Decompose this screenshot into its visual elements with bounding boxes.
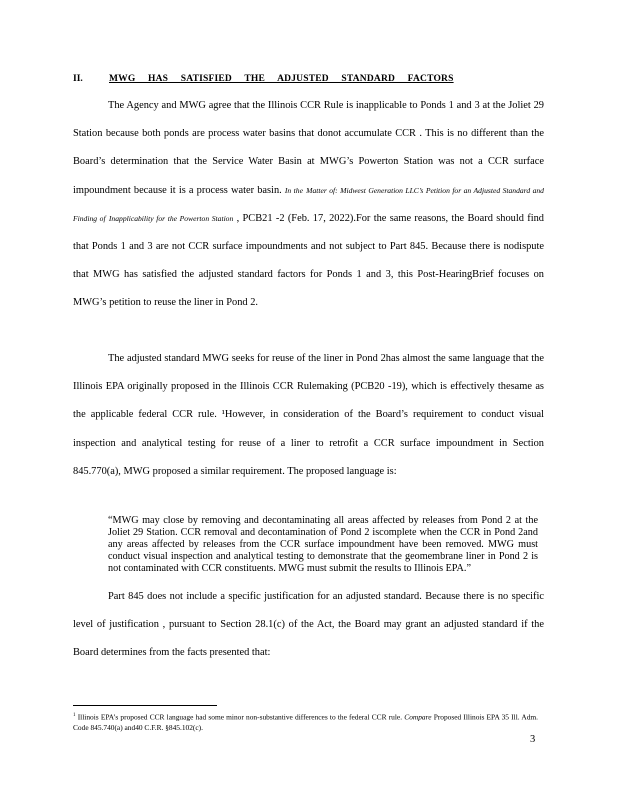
case-name: Matter of: Midwest Generation LLC’s Petition for an Adjusted Standard and Finding of <box>73 185 544 223</box>
para2-line1: The adjusted standard MWG seeks for reuse of the liner in Pond 2has almost the same <box>108 353 470 364</box>
block-quote: “MWG may close by removing and decontaminating all areas affected by releases from Pond 2 at the Joliet 29 Station. CCR removal and decontamination of Pond 2 iscomplete when the CCR in Pond 2and any areas affected by releases from the CCR surface impoundment have been removed. MWG must conduct visual inspection and analytical testing to demonstrate that the geomembrane liner in Pond 2 is not contaminated with CCR constituents. MWG must submit the results to Illinois EPA.” <box>108 515 538 575</box>
paragraph-2 <box>73 345 544 486</box>
footnote <box>73 710 538 733</box>
para2-line6: The proposed language is: <box>287 465 397 477</box>
para2-line4: the Board’s requirement to conduct visual inspection and analytical testing for reuse of a liner to <box>73 409 544 449</box>
page-number: 3 <box>530 734 536 745</box>
para1-line6b: , PCB21 -2 (Feb. 17, 2022).For the same reasons, the <box>236 212 465 224</box>
case-name-end: Inapplicability for the Powerton Station <box>108 213 234 223</box>
case-name-start: In the <box>284 185 303 195</box>
para1-line9: and 3, this Post-HearingBrief focuses on MWG’s petition to reuse the liner in Pond 2. <box>73 269 544 309</box>
para1-line2: at the Joliet 29 Station because both ponds are process water basins that donot accumulate CCR . <box>73 100 544 140</box>
footnote-line2: Proposed Illinois EPA 35 Ill. Adm. Code 845.740(a) and40 C.F.R. §845.102(c). <box>73 712 539 733</box>
footnote-marker: 1 <box>73 713 76 718</box>
paragraph-3 <box>73 583 544 668</box>
para1-line3: This is no different than the Board’s determination that the Service Water Basin at MWG’s <box>73 128 544 168</box>
footnote-line1: Illinois EPA’s proposed CCR language had some minor non-substantive differences to the federal CCR rule. <box>77 712 403 722</box>
para3-line1: Part 845 does not include a specific justification for an adjusted standard. Because there is <box>108 591 495 602</box>
para1-line8: 845. Because there is nodispute that MWG has satisfied the adjusted standard factors for Ponds 1 <box>73 241 544 281</box>
para2-line5: retrofit a CCR surface impoundment in Section 845.770(a), MWG proposed a similar requirement. <box>73 437 544 477</box>
para3-line3: adjusted standard if the Board determines from the facts presented that: <box>73 619 544 659</box>
footnote-divider <box>73 705 217 706</box>
section-number: II. <box>73 74 83 84</box>
section-heading <box>73 74 543 84</box>
paragraph-1 <box>73 92 544 318</box>
section-title: MWG HAS SATISFIED THE ADJUSTED STANDARD FACTORS <box>109 74 454 84</box>
para3-line2: no specific level of justification , pursuant to Section 28.1(c) of the Act, the Board may grant an <box>73 591 544 631</box>
para1-line1: The Agency and MWG agree that the Illinois CCR Rule is inapplicable to Ponds 1 and 3 <box>108 100 480 111</box>
para1-line4a: Powerton Station was not a CCR surface impoundment because it is a process water basin. <box>73 156 544 196</box>
footnote-compare: Compare <box>404 712 432 722</box>
para1-line7: Board should find that Ponds 1 and 3 are not CCR surface impoundments and not subject to Part <box>73 212 544 253</box>
para2-line3: which is effectively thesame as the applicable federal CCR rule. ¹However, in consideration of <box>73 381 544 421</box>
para2-line2: language that the Illinois EPA originally proposed in the Illinois CCR Rulemaking (PCB20 -19), <box>73 353 544 393</box>
